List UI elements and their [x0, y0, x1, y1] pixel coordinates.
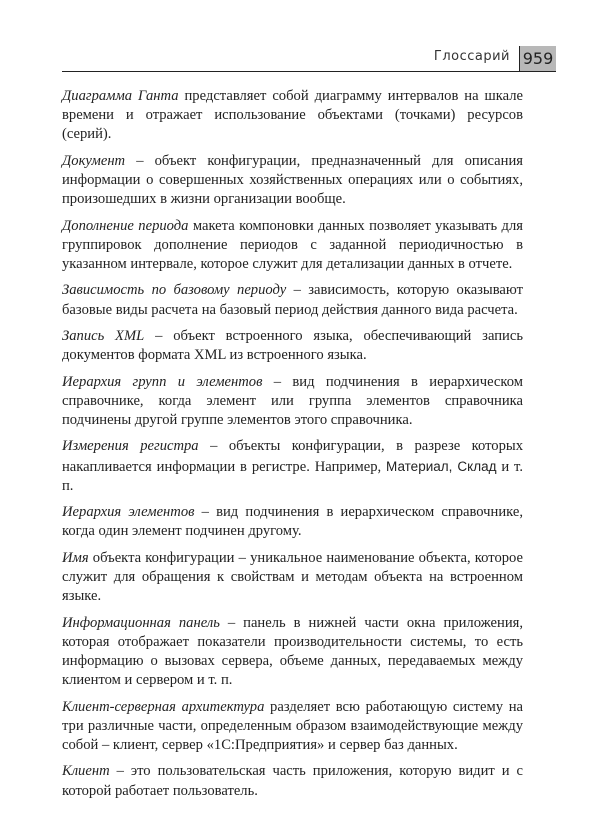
glossary-definition: – панель в нижней части окна приложения, которая отображает показатели производительности системы, то есть информацию о вызовах сервера, объеме данных, передаваемых между клиентом и сервером и т. п. — [62, 614, 523, 689]
glossary-term: Информационная панель — [62, 614, 220, 631]
glossary-definition: представляет собой диаграмму интервалов на шкале времени и отражает использование объектами (точками) ресурсов (серий). — [62, 88, 523, 143]
glossary-entry — [62, 327, 523, 365]
glossary-definition: – это пользовательская часть приложения, которую видит и с которой работает пользователь. — [62, 763, 523, 799]
glossary-content — [62, 87, 523, 808]
code-identifier: Материал, Склад — [386, 458, 497, 474]
glossary-definition: – зависимость, которую оказывают базовые виды расчета на базовый период действия данного вида расчета. — [62, 282, 523, 318]
glossary-definition: – объект конфигурации, предназначенный для описания информации о совершенных хозяйственных операциях или о событиях, произошедших в жизни организации вообще. — [62, 152, 523, 208]
glossary-entry — [62, 762, 523, 800]
glossary-definition: разделяет всю работающую систему на три различные части, определенным образом взаимодействующие между собой – клиент, сервер «1С:Предприятия» и сервер баз данных. — [62, 698, 524, 753]
glossary-term: Зависимость по базовому периоду — [62, 282, 287, 299]
glossary-definition: – вид подчинения в иерархическом справочнике, когда один элемент подчинен другому. — [62, 504, 523, 540]
glossary-definition: макета компоновки данных позволяет указывать для группировок дополнение периодов с заданной периодичностью в указанном интервале, которое служит для детализации данных в отчете. — [62, 217, 523, 272]
glossary-term: Клиент — [62, 763, 110, 780]
glossary-definition: – объект встроенного языка, обеспечивающий запись документов формата XML из встроенного языка. — [62, 327, 523, 364]
glossary-term: Документ — [62, 152, 126, 169]
glossary-term: Иерархия групп и элементов — [62, 373, 263, 390]
page-number: 959 — [519, 46, 556, 71]
glossary-entry — [62, 698, 523, 756]
glossary-term: Иерархия элементов — [62, 504, 195, 521]
glossary-definition: объекта конфигурации – уникальное наименование объекта, которое служит для обращения к свойствам и методам объекта на встроенном языке. — [62, 549, 523, 605]
glossary-definition: – вид подчинения в иерархическом справочнике, когда элемент или группа элементов справочника подчинены другой группе элементов этого справочника. — [62, 373, 523, 428]
glossary-entry — [62, 549, 523, 607]
glossary-entry — [62, 503, 523, 541]
glossary-term: Дополнение периода — [62, 217, 189, 234]
glossary-term: Диаграмма Ганта — [62, 88, 179, 104]
glossary-definition: – объекты конфигурации, в разрезе которых накапливается информации в регистре. Например, — [62, 438, 524, 475]
section-title: Глоссарий — [433, 49, 510, 64]
glossary-entry — [62, 373, 523, 431]
glossary-term: Измерения регистра — [62, 438, 199, 455]
glossary-entry — [62, 437, 523, 496]
glossary-entry — [62, 87, 523, 145]
glossary-entry — [62, 281, 523, 319]
glossary-definition-tail: и т. п. — [62, 458, 523, 494]
glossary-entry — [62, 614, 523, 691]
glossary-entry — [62, 217, 523, 275]
glossary-term: Клиент-серверная архитектура — [62, 698, 265, 715]
running-header — [62, 46, 556, 72]
glossary-entry — [62, 152, 523, 210]
glossary-term: Имя — [62, 549, 89, 566]
glossary-term: Запись XML — [62, 327, 145, 344]
